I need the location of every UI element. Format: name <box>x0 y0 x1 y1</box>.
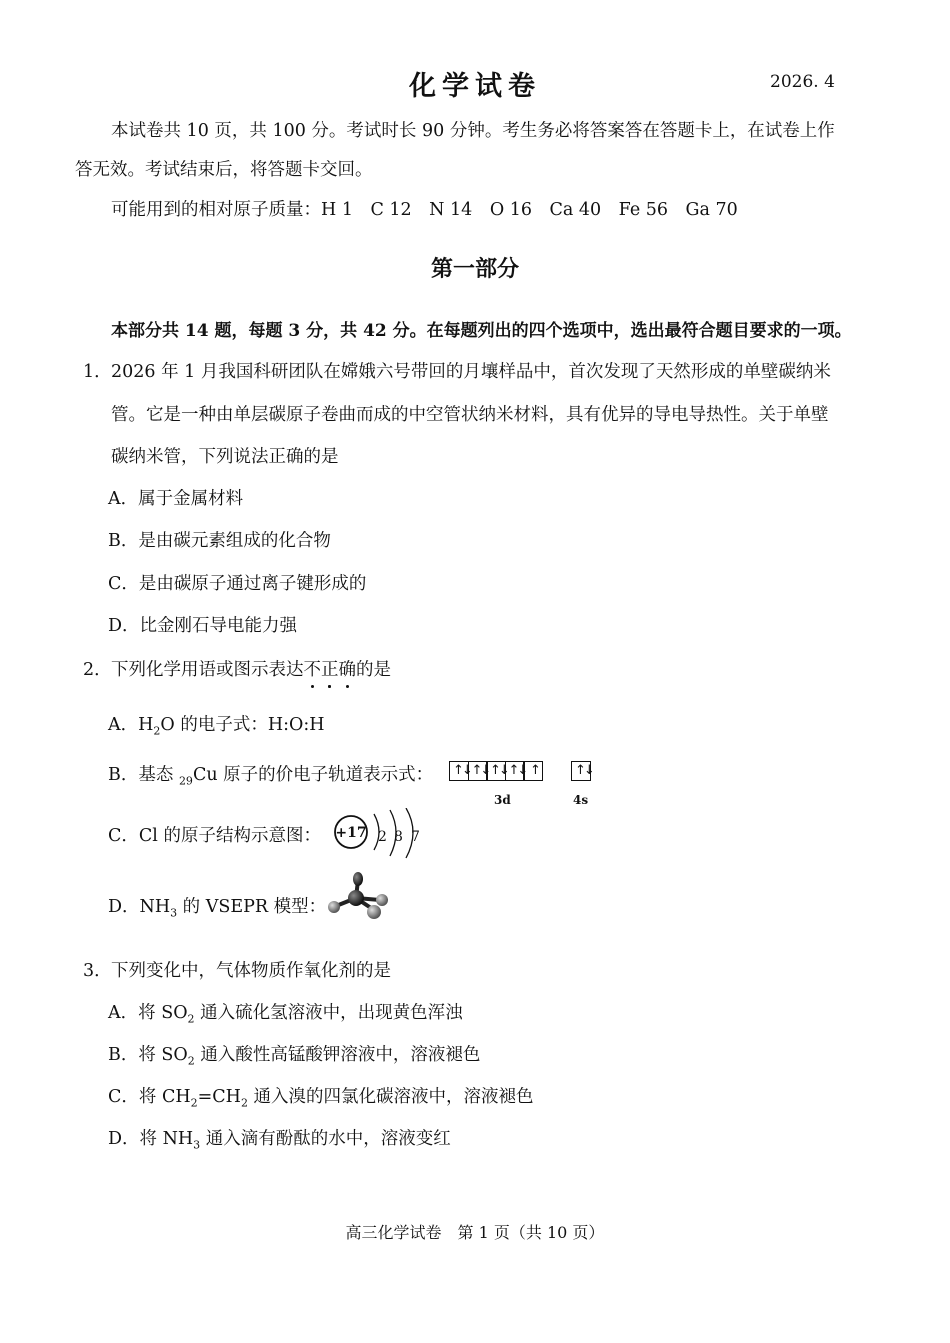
orbital-box: ↑↓ <box>486 761 506 781</box>
q2-option-a-sub: 2 <box>153 724 161 738</box>
emphasis-char: 正 <box>321 656 339 681</box>
q2-option-d-prefix: D．NH <box>108 897 171 917</box>
q3-option-c-post: 通入溴的四氯化碳溶液中，溶液褪色 <box>247 1087 534 1107</box>
q3-stem: 下列变化中，气体物质作氧化剂的是 <box>111 961 391 981</box>
q3-option-b-pre: B．将 SO <box>108 1045 188 1065</box>
water-electron-formula: H:O:H <box>267 715 325 735</box>
section-title: 第一部分 <box>430 256 519 282</box>
hydrogen-atom <box>376 894 388 906</box>
section-instruction: 本部分共 14 题，每题 3 分，共 42 分。在每题列出的四个选项中，选出最符合题目要求的一项。 <box>111 321 852 341</box>
q3-number: 3． <box>83 961 112 981</box>
emphasis-char: 确 <box>339 656 357 681</box>
q2-option-d-text: 的 VSEPR 模型： <box>177 897 327 917</box>
orbital-box: ↑↓ <box>505 761 525 781</box>
q2-stem-emphasis <box>304 660 357 680</box>
q2-option-c: C．Cl 的原子结构示意图： <box>108 826 321 846</box>
q3-option-a-post: 通入硫化氢溶液中，出现黄色浑浊 <box>194 1003 463 1023</box>
orbital-4s-label: 4s <box>573 793 589 807</box>
q3-option-c-sub2: 2 <box>240 1096 248 1110</box>
ammonia-vsepr-model <box>322 870 394 926</box>
hydrogen-atom <box>367 905 381 919</box>
orbital-box: ↑↓ <box>449 761 469 781</box>
intro-line-1: 本试卷共 10 页，共 100 分。考试时长 90 分钟。考生务必将答案答在答题卡上，在试卷上作 <box>111 121 835 141</box>
orbital-box: ↑↓ <box>468 761 488 781</box>
nitrogen-atom <box>348 890 364 906</box>
hydrogen-atom <box>328 901 340 913</box>
q1-option-b: B．是由碳元素组成的化合物 <box>108 531 331 551</box>
q3-option-a-pre: A．将 SO <box>108 1003 188 1023</box>
shell-electrons-1: 2 <box>378 829 387 845</box>
page-footer: 高三化学试卷 第 1 页（共 10 页） <box>345 1223 605 1242</box>
q1-number: 1． <box>83 362 112 382</box>
emphasis-char: 不 <box>304 656 322 681</box>
exam-date: 2026. 4 <box>770 72 835 92</box>
orbital-box: ↑↓ <box>571 761 591 781</box>
intro-line-2: 答无效。考试结束后，将答题卡交回。 <box>75 160 373 180</box>
q3-option-b-sub: 2 <box>187 1054 195 1068</box>
orbital-4s-box <box>571 760 591 781</box>
orbital-3d-boxes <box>449 760 543 781</box>
q2-option-a-text: O 的电子式： <box>160 715 268 735</box>
q2-option-b-prefix: B．基态 <box>108 765 179 785</box>
q3-option-d-post: 通入滴有酚酞的水中，溶液变红 <box>200 1129 451 1149</box>
q3-option-c-sub: 2 <box>190 1096 198 1110</box>
q3-option-a <box>108 999 463 1026</box>
q1-stem-line-2: 管。它是一种由单层碳原子卷曲而成的中空管状纳米材料，具有优异的导电导热性。关于单壁 <box>111 405 829 425</box>
atomic-masses: 可能用到的相对原子质量：H 1 C 12 N 14 O 16 Ca 40 Fe 56 Ga 70 <box>111 200 738 220</box>
q3-option-d <box>108 1125 451 1152</box>
q2-option-b <box>108 761 433 788</box>
q2-option-d <box>108 893 326 920</box>
lone-pair-lobe <box>353 872 363 886</box>
q3-option-a-sub: 2 <box>187 1012 195 1026</box>
q2-option-a <box>108 711 325 738</box>
q3-option-c-mid: =CH <box>197 1087 241 1107</box>
nucleus-charge: +17 <box>335 825 367 841</box>
chlorine-atomic-structure-diagram <box>332 808 432 860</box>
q3-option-c-pre: C．将 CH <box>108 1087 191 1107</box>
q1-option-c: C．是由碳原子通过离子键形成的 <box>108 574 367 594</box>
q1-option-d: D．比金刚石导电能力强 <box>108 616 298 636</box>
orbital-box: ↑ <box>523 761 543 781</box>
q2-option-b-text: Cu 原子的价电子轨道表示式： <box>192 765 434 785</box>
q1-option-a: A．属于金属材料 <box>108 489 244 509</box>
q2-stem-prefix: 下列化学用语或图示表达 <box>111 660 304 680</box>
q3-option-d-sub: 3 <box>193 1138 201 1152</box>
orbital-3d-label: 3d <box>494 793 511 807</box>
q2-option-a-prefix: A．H <box>108 715 154 735</box>
q3-option-c <box>108 1083 534 1110</box>
q2-number: 2． <box>83 660 112 680</box>
q2-option-d-sub: 3 <box>170 906 178 920</box>
q1-stem-line-1: 2026 年 1 月我国科研团队在嫦娥六号带回的月壤样品中，首次发现了天然形成的单壁碳纳米 <box>111 362 831 382</box>
q3-option-b-post: 通入酸性高锰酸钾溶液中，溶液褪色 <box>194 1045 481 1065</box>
q2-stem-suffix: 的是 <box>356 660 391 680</box>
q2-stem <box>111 656 391 681</box>
q2-option-b-sub: 29 <box>178 774 193 788</box>
q3-option-b <box>108 1041 480 1068</box>
exam-title: 化学试卷 <box>409 71 541 102</box>
shell-electrons-2: 8 <box>394 829 403 845</box>
q1-stem-line-3: 碳纳米管，下列说法正确的是 <box>111 447 339 467</box>
q3-option-d-pre: D．将 NH <box>108 1129 194 1149</box>
shell-electrons-3: 7 <box>411 829 420 845</box>
